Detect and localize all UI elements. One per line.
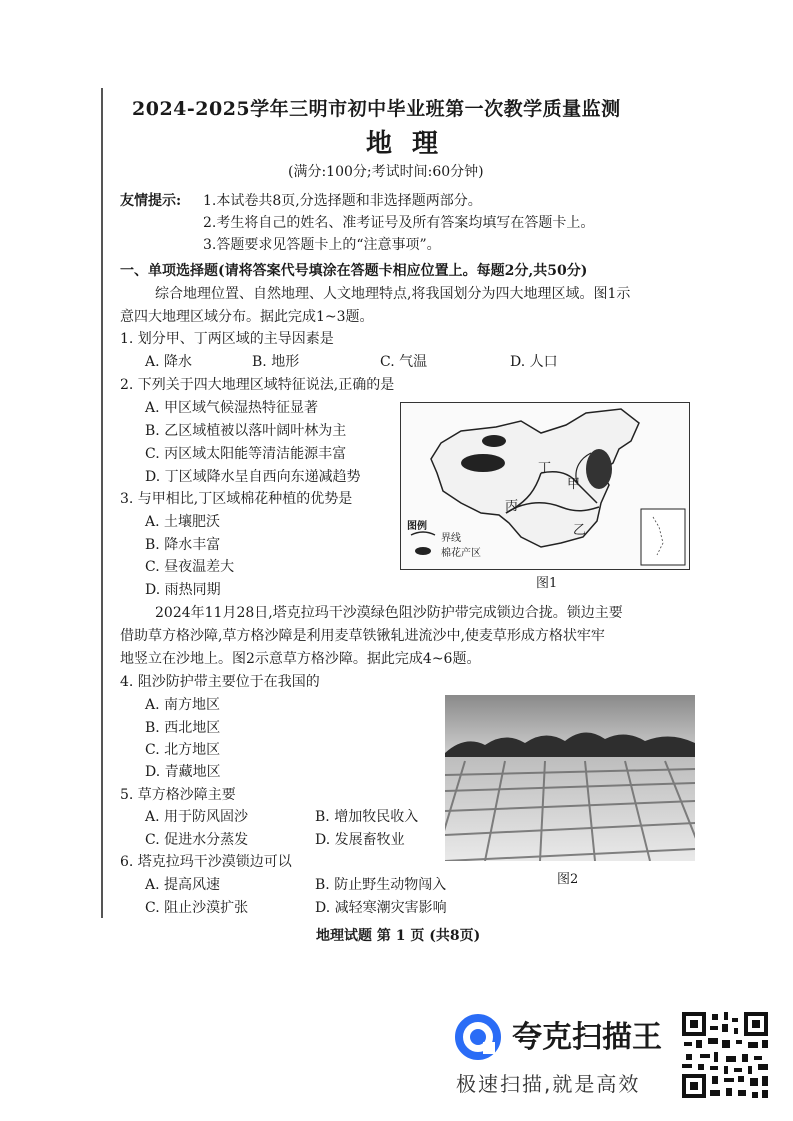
exam-title: 2024-2025学年三明市初中毕业班第一次教学质量监测 <box>132 98 621 120</box>
option: A. 降水 <box>145 354 193 370</box>
option: D. 丁区域降水呈自西向东递减趋势 <box>145 469 361 485</box>
intro-text: 意四大地理区域分布。据此完成1~3题。 <box>120 309 374 325</box>
option: B. 乙区域植被以落叶阔叶林为主 <box>145 423 347 439</box>
south-china-sea-inset <box>641 509 685 565</box>
option: B. 增加牧民收入 <box>315 809 419 825</box>
option: D. 发展畜牧业 <box>315 832 405 848</box>
figure1-map <box>400 402 690 570</box>
straw-checkerboard-photo <box>445 695 695 861</box>
option: C. 促进水分蒸发 <box>145 832 249 848</box>
tip-item: 1.本试卷共8页,分选择题和非选择题两部分。 <box>203 193 482 209</box>
passage-text: 2024年11月28日,塔克拉玛干沙漠绿色阻沙防护带完成锁边合拢。锁边主要 <box>155 605 623 621</box>
option: D. 雨热同期 <box>145 582 221 598</box>
region-label-jia: 甲 <box>567 477 581 492</box>
option: B. 西北地区 <box>145 720 221 736</box>
legend-title: 图例 <box>407 521 427 532</box>
exam-meta: (满分:100分;考试时间:60分钟) <box>288 164 484 180</box>
option: A. 甲区域气候湿热特征显著 <box>145 400 319 416</box>
option: B. 降水丰富 <box>145 537 221 553</box>
passage-text: 地竖立在沙地上。图2示意草方格沙障。据此完成4~6题。 <box>120 651 481 667</box>
tips-label: 友情提示: <box>120 193 182 209</box>
intro-text: 综合地理位置、自然地理、人文地理特点,将我国划分为四大地理区域。图1示 <box>155 286 631 302</box>
legend-boundary: 界线 <box>441 533 461 544</box>
cotton-area-xinjiang-south <box>461 454 505 472</box>
figure2-photo <box>445 695 695 861</box>
tip-item: 3.答题要求见答题卡上的“注意事项”。 <box>203 237 441 253</box>
figure2-caption: 图2 <box>557 872 579 887</box>
section-heading: 一、单项选择题(请将答案代号填涂在答题卡相应位置上。每题2分,共50分) <box>120 263 588 279</box>
subject-title: 地理 <box>366 129 459 159</box>
option: A. 南方地区 <box>145 697 221 713</box>
option: D. 减轻寒潮灾害影响 <box>315 900 447 916</box>
option: A. 土壤肥沃 <box>145 514 221 530</box>
option: D. 青藏地区 <box>145 764 221 780</box>
scanner-logo-icon <box>455 1014 501 1060</box>
question-stem: 5. 草方格沙障主要 <box>120 787 236 803</box>
scanner-brand: 夸克扫描王 <box>512 1020 662 1055</box>
option: C. 丙区域太阳能等清洁能源丰富 <box>145 446 347 462</box>
scanner-slogan: 极速扫描,就是高效 <box>456 1072 641 1096</box>
question-stem: 3. 与甲相比,丁区域棉花种植的优势是 <box>120 491 353 507</box>
option: D. 人口 <box>510 354 558 370</box>
qr-code <box>680 1010 770 1100</box>
question-stem: 6. 塔克拉玛干沙漠锁边可以 <box>120 854 292 870</box>
figure1-caption: 图1 <box>536 576 558 591</box>
question-stem: 1. 划分甲、丁两区域的主导因素是 <box>120 331 334 347</box>
legend-cotton: 棉花产区 <box>441 548 481 559</box>
cotton-area-xinjiang-north <box>482 435 506 447</box>
option: C. 北方地区 <box>145 742 221 758</box>
region-label-ding: 丁 <box>538 461 552 476</box>
margin-line <box>101 88 103 918</box>
passage-text: 借助草方格沙障,草方格沙障是利用麦草铁锹轧进流沙中,使麦草形成方格状牢牢 <box>120 628 605 644</box>
region-label-yi: 乙 <box>573 523 587 538</box>
region-label-bing: 丙 <box>505 499 519 514</box>
option: B. 防止野生动物闯入 <box>315 877 447 893</box>
question-stem: 4. 阻沙防护带主要位于在我国的 <box>120 674 320 690</box>
option: C. 阻止沙漠扩张 <box>145 900 249 916</box>
page-footer: 地理试题 第 1 页 (共8页) <box>316 928 481 944</box>
option: A. 用于防风固沙 <box>145 809 249 825</box>
option: C. 气温 <box>380 354 428 370</box>
option: B. 地形 <box>252 354 300 370</box>
cotton-area-north-china <box>586 449 612 489</box>
option: A. 提高风速 <box>145 877 221 893</box>
question-stem: 2. 下列关于四大地理区域特征说法,正确的是 <box>120 377 395 393</box>
tip-item: 2.考生将自己的姓名、准考证号及所有答案均填写在答题卡上。 <box>203 215 595 231</box>
option: C. 昼夜温差大 <box>145 559 235 575</box>
